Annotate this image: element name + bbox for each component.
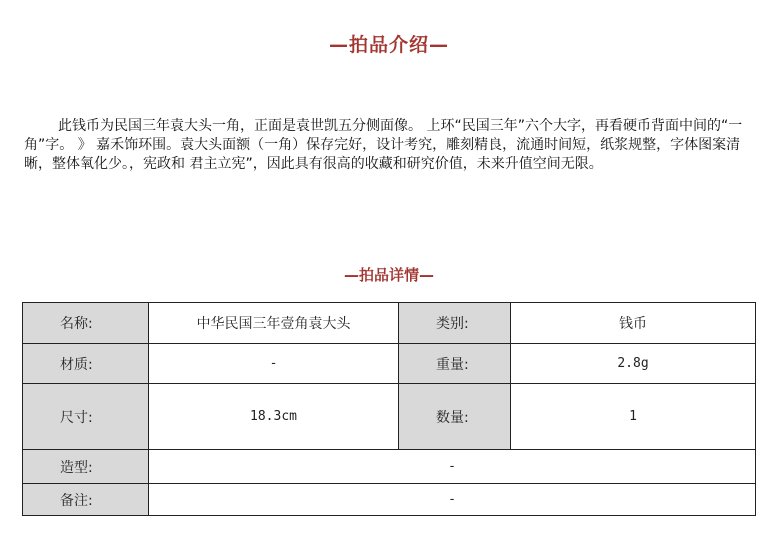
shape-value: - <box>149 450 756 484</box>
quantity-value: 1 <box>511 384 756 450</box>
weight-value: 2.8g <box>511 344 756 384</box>
table-row <box>23 384 756 450</box>
material-label: 材质: <box>23 344 149 384</box>
name-value: 中华民国三年壹角袁大头 <box>149 303 399 344</box>
material-value: - <box>149 344 399 384</box>
name-label: 名称: <box>23 303 149 344</box>
intro-section-title: —拍品介绍— <box>328 34 449 56</box>
table-row <box>23 303 756 344</box>
category-label: 类别: <box>399 303 511 344</box>
note-label: 备注: <box>23 484 149 516</box>
size-value: 18.3cm <box>149 384 399 450</box>
weight-label: 重量: <box>399 344 511 384</box>
details-section-title: —拍品详情— <box>343 266 434 284</box>
table-row <box>23 484 756 516</box>
intro-paragraph: 此钱币为民国三年袁大头一角，正面是袁世凯五分侧面像。 上环“民国三年”六个大字，再看硬币背面中间的“一角”字。 》 嘉禾饰环围。袁大头面额（一角）保存完好，设计考究，雕刻精良，流通时间短，纸浆规整，字体图案清晰，整体氧化少。，宪政和 君主立宪”，因此具有很高的收藏和研究价值，未来升值空间无限。 <box>24 118 743 172</box>
category-value: 钱币 <box>511 303 756 344</box>
shape-label: 造型: <box>23 450 149 484</box>
size-label: 尺寸: <box>23 384 149 450</box>
table-row <box>23 344 756 384</box>
note-value: - <box>149 484 756 516</box>
table-row <box>23 450 756 484</box>
quantity-label: 数量: <box>399 384 511 450</box>
details-table <box>22 302 756 516</box>
